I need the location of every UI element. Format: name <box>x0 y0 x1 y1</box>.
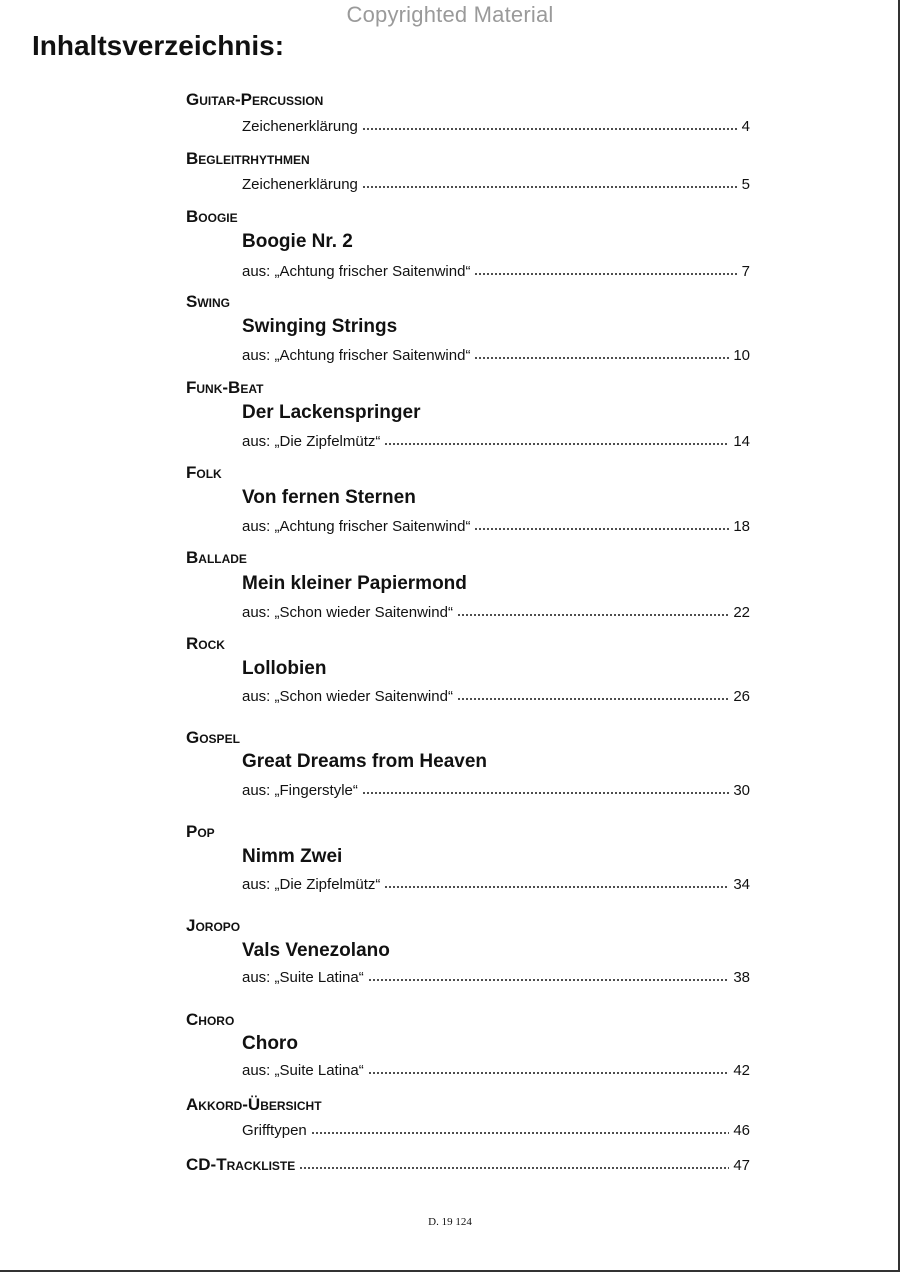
toc-song-title: Vals Venezolano <box>242 940 390 961</box>
toc-entry-label: aus: „Achtung frischer Saitenwind“ <box>242 263 471 280</box>
toc-page-number: 10 <box>733 347 750 364</box>
toc-entry-label: aus: „Suite Latina“ <box>242 969 364 986</box>
toc-entry-label: Zeichenerklärung <box>242 176 358 193</box>
toc-category: Ballade <box>186 548 247 567</box>
toc-category: Folk <box>186 463 222 482</box>
toc-entry[interactable] <box>242 345 750 365</box>
dot-leader <box>474 516 729 531</box>
toc-song-title: Boogie Nr. 2 <box>242 231 353 252</box>
toc-song-title: Great Dreams from Heaven <box>242 751 487 772</box>
toc-page-number: 7 <box>741 263 750 280</box>
toc-entry-label: Grifftypen <box>242 1122 307 1139</box>
toc-entry-label: aus: „Achtung frischer Saitenwind“ <box>242 518 471 535</box>
toc-category: Joropo <box>186 916 241 935</box>
toc-page-number: 4 <box>741 118 750 135</box>
dot-leader <box>362 780 729 795</box>
toc-song-title: Der Lackenspringer <box>242 402 421 423</box>
toc-entry[interactable] <box>242 1120 750 1140</box>
dot-leader <box>368 1060 730 1075</box>
dot-leader <box>474 261 737 276</box>
toc-category: Guitar-Percussion <box>186 90 324 109</box>
toc-entry[interactable] <box>242 116 750 136</box>
toc-song-title: Choro <box>242 1033 298 1054</box>
toc-entry-label: aus: „Suite Latina“ <box>242 1062 364 1079</box>
toc-category: Pop <box>186 822 215 841</box>
toc-category: Boogie <box>186 207 238 226</box>
toc-page-number: 47 <box>733 1157 750 1174</box>
toc-category: CD-Trackliste <box>186 1155 296 1174</box>
toc-category: Choro <box>186 1010 235 1029</box>
toc-page-number: 46 <box>733 1122 750 1139</box>
toc-category: Begleitrhythmen <box>186 149 310 168</box>
toc-entry[interactable] <box>186 1155 750 1175</box>
toc-entry-label: aus: „Die Zipfelmütz“ <box>242 433 381 450</box>
toc-song-title: Swinging Strings <box>242 316 398 337</box>
toc-page-number: 26 <box>733 688 750 705</box>
toc-entry[interactable] <box>242 1060 750 1080</box>
dot-leader <box>362 174 738 189</box>
toc-entry[interactable] <box>242 431 750 451</box>
toc-entry[interactable] <box>242 516 750 536</box>
toc-entry-label: aus: „Schon wieder Saitenwind“ <box>242 604 453 621</box>
dot-leader <box>299 1155 729 1170</box>
dot-leader <box>384 431 729 446</box>
toc-page-number: 18 <box>733 518 750 535</box>
dot-leader <box>362 116 738 131</box>
toc-page-number: 14 <box>733 433 750 450</box>
toc-category: Rock <box>186 634 225 653</box>
toc-entry[interactable] <box>242 686 750 706</box>
toc-entry-label: aus: „Achtung frischer Saitenwind“ <box>242 347 471 364</box>
dot-leader <box>457 602 729 617</box>
toc-entry[interactable] <box>242 874 750 894</box>
toc-entry-label: Zeichenerklärung <box>242 118 358 135</box>
toc-category: Funk-Beat <box>186 378 264 397</box>
toc-page-number: 38 <box>733 969 750 986</box>
toc-page-number: 5 <box>741 176 750 193</box>
toc-page-number: 34 <box>733 876 750 893</box>
toc-page-number: 22 <box>733 604 750 621</box>
toc-page-number: 42 <box>733 1062 750 1079</box>
toc-song-title: Lollobien <box>242 658 327 679</box>
toc-song-title: Mein kleiner Papiermond <box>242 573 467 594</box>
toc-entry-label: aus: „Fingerstyle“ <box>242 782 358 799</box>
dot-leader <box>474 345 729 360</box>
toc-entry[interactable] <box>242 174 750 194</box>
dot-leader <box>457 686 729 701</box>
toc-entry[interactable] <box>242 261 750 281</box>
toc-page-number: 30 <box>733 782 750 799</box>
dot-leader <box>384 874 729 889</box>
toc-entry[interactable] <box>242 602 750 622</box>
dot-leader <box>368 967 730 982</box>
catalog-number: D. 19 124 <box>428 1216 472 1228</box>
toc-entry-label: aus: „Die Zipfelmütz“ <box>242 876 381 893</box>
toc-entry[interactable] <box>242 967 750 987</box>
toc-category: Swing <box>186 292 230 311</box>
page-title: Inhaltsverzeichnis: <box>32 30 285 61</box>
toc-category: Akkord-Übersicht <box>186 1095 322 1114</box>
dot-leader <box>311 1120 730 1135</box>
toc-entry[interactable] <box>242 780 750 800</box>
copyright-watermark: Copyrighted Material <box>346 2 554 27</box>
toc-song-title: Nimm Zwei <box>242 846 343 867</box>
toc-song-title: Von fernen Sternen <box>242 487 416 508</box>
toc-category: Gospel <box>186 728 240 747</box>
toc-entry-label: aus: „Schon wieder Saitenwind“ <box>242 688 453 705</box>
